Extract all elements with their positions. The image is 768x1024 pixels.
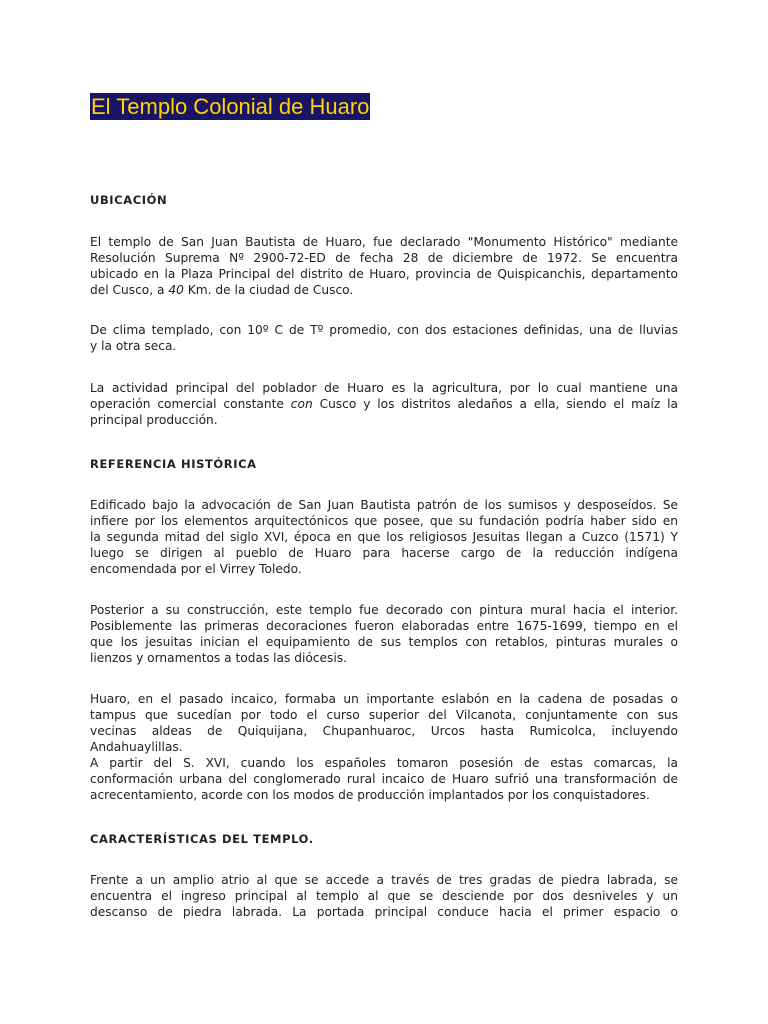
- paragraph-line: Huaro, en el pasado incaico, formaba un importante eslabón en la cadena de posadas o: [90, 692, 678, 706]
- paragraph-ubicacion-2: [90, 322, 678, 354]
- paragraph-line: Posterior a su construcción, este templo fue decorado con pintura mural hacia el interior.: [90, 603, 678, 617]
- paragraph-line: lienzos y ornamentos a todas las diócesis.: [90, 651, 347, 665]
- section-heading-referencia-historica: REFERENCIA HISTÓRICA: [90, 457, 257, 471]
- paragraph-line: Frente a un amplio atrio al que se accede a través de tres gradas de piedra labrada, se: [90, 873, 678, 887]
- paragraph-line: descanso de piedra labrada. La portada principal conduce hacia el primer espacio o: [90, 905, 678, 919]
- paragraph-line: infiere por los elementos arquitectónicos que posee, que su fundación podría haber sido en: [90, 514, 678, 528]
- paragraph-line: De clima templado, con 10º C de Tº promedio, con dos estaciones definidas, una de lluvias: [90, 323, 678, 337]
- paragraph-line: Andahuaylillas.: [90, 740, 183, 754]
- paragraph-line: encuentra el ingreso principal al templo al que se desciende por dos desniveles y un: [90, 889, 678, 903]
- document-title: El Templo Colonial de Huaro: [91, 94, 370, 119]
- paragraph-line: y la otra seca.: [90, 339, 177, 353]
- paragraph-line: Posiblemente las primeras decoraciones fueron elaboradas entre 1675-1699, tiempo en el: [90, 619, 678, 633]
- paragraph-line: luego se dirigen al pueblo de Huaro para hacerse cargo de la reducción indígena: [90, 546, 678, 560]
- paragraph-line: A partir del S. XVI, cuando los españoles tomaron posesión de estas comarcas, la: [90, 756, 678, 770]
- italic-text: con: [290, 397, 313, 411]
- paragraph-line: vecinas aldeas de Quiquijana, Chupanhuaroc, Urcos hasta Rumicolca, incluyendo: [90, 724, 678, 738]
- section-heading-ubicacion: UBICACIÓN: [90, 193, 168, 207]
- paragraph-line: encomendada por el Virrey Toledo.: [90, 562, 302, 576]
- paragraph-referencia-3: [90, 691, 678, 803]
- paragraph-line: que los jesuitas inician el equipamiento de sus templos con retablos, pinturas murales o: [90, 635, 678, 649]
- section-heading-caracteristicas: CARACTERÍSTICAS DEL TEMPLO.: [90, 832, 314, 846]
- text-run: del Cusco, a: [90, 283, 169, 297]
- paragraph-line: ubicado en la Plaza Principal del distrito de Huaro, provincia de Quispicanchis, departamento: [90, 267, 678, 281]
- paragraph-line: [90, 282, 678, 298]
- paragraph-ubicacion-1: [90, 234, 678, 298]
- paragraph-referencia-2: [90, 602, 678, 666]
- text-run: Km. de la ciudad de Cusco.: [183, 283, 354, 297]
- paragraph-caracteristicas-1: [90, 872, 678, 920]
- paragraph-line: la segunda mitad del siglo XVI, época en que los religiosos Jesuitas llegan a Cuzco (1571) Y: [90, 530, 678, 544]
- text-run: operación comercial constante: [90, 397, 291, 411]
- text-run: Cusco y los distritos aledaños a ella, siendo el maíz la: [312, 397, 678, 411]
- paragraph-line: Edificado bajo la advocación de San Juan Bautista patrón de los sumisos y desposeídos. Se: [90, 498, 678, 512]
- paragraph-line: Resolución Suprema Nº 2900-72-ED de fecha 28 de diciembre de 1972. Se encuentra: [90, 251, 678, 265]
- paragraph-line: conformación urbana del conglomerado rural incaico de Huaro sufrió una transformación de: [90, 772, 678, 786]
- paragraph-line: La actividad principal del poblador de Huaro es la agricultura, por lo cual mantiene una: [90, 381, 678, 395]
- paragraph-line: El templo de San Juan Bautista de Huaro, fue declarado "Monumento Histórico" mediante: [90, 235, 678, 249]
- paragraph-line: [90, 396, 678, 412]
- paragraph-line: acrecentamiento, acorde con los modos de producción implantados por los conquistadores.: [90, 788, 650, 802]
- paragraph-referencia-1: [90, 497, 678, 577]
- paragraph-line: tampus que sucedían por todo el curso superior del Vilcanota, conjuntamente con sus: [90, 708, 678, 722]
- paragraph-ubicacion-3: [90, 380, 678, 428]
- paragraph-line: principal producción.: [90, 413, 218, 427]
- italic-text: 40: [168, 283, 184, 297]
